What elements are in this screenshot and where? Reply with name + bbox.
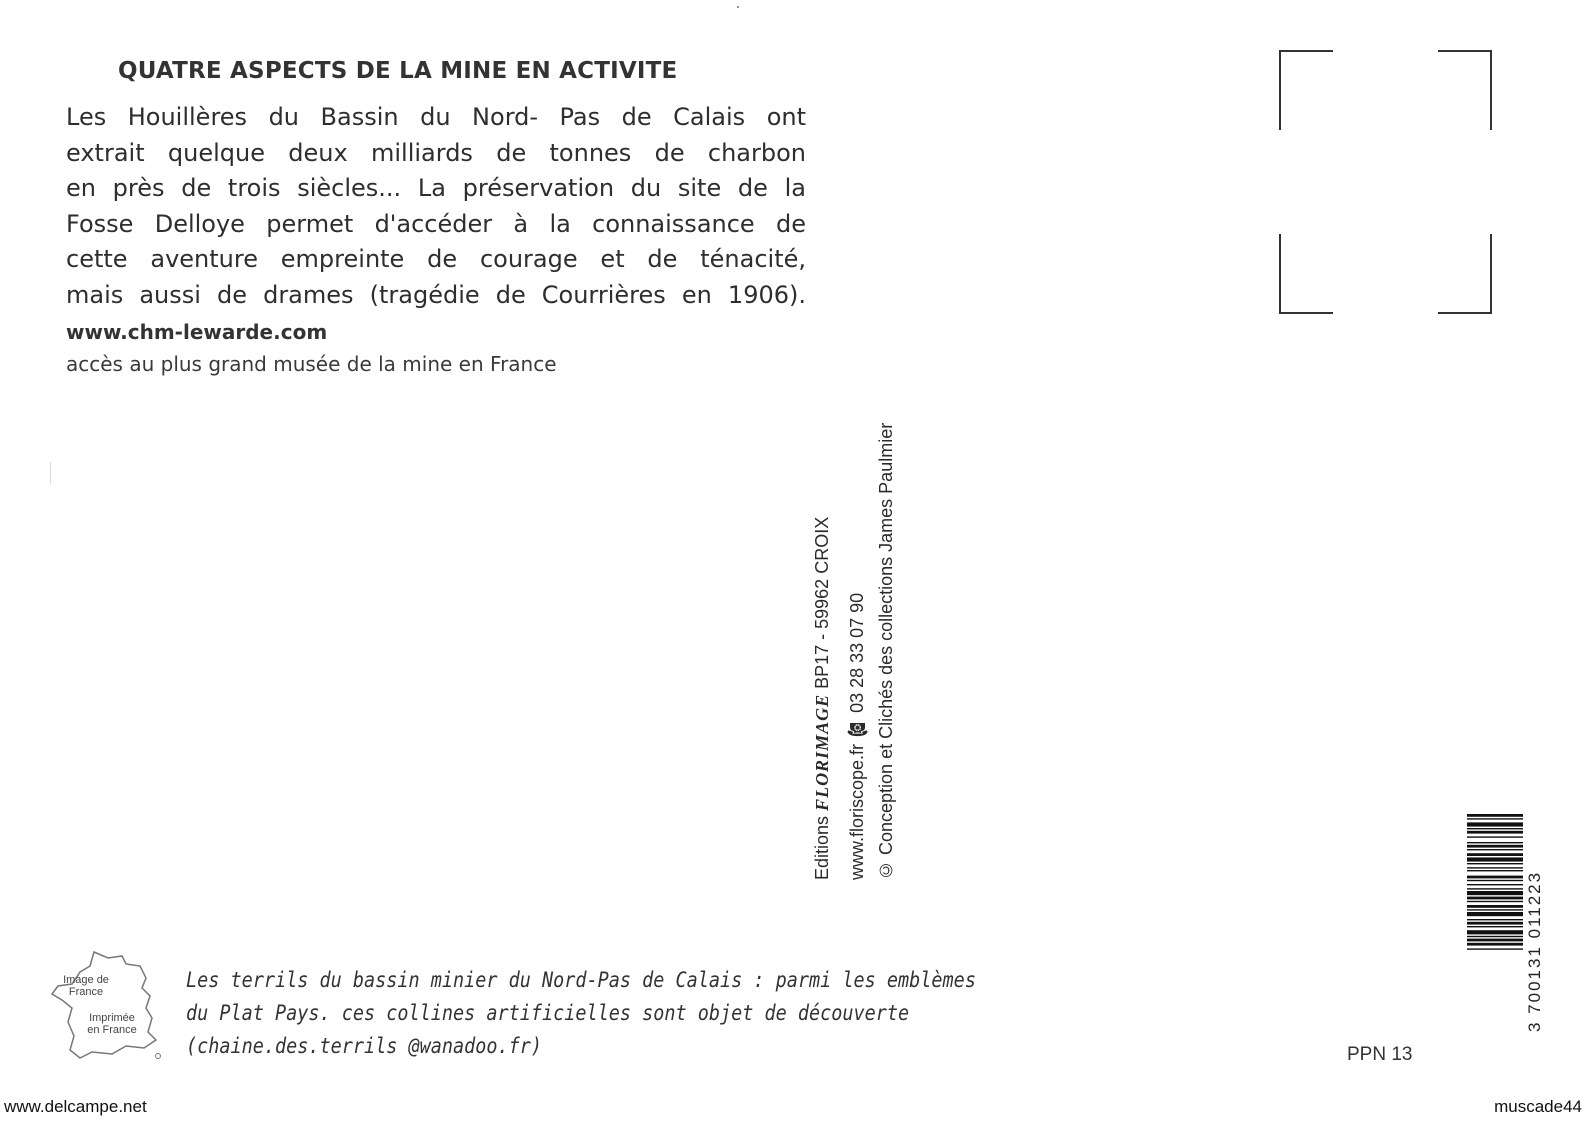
paragraph-line: en près de trois siècles... La préservation du site de la [66, 174, 806, 202]
barcode-bar [1467, 943, 1523, 946]
barcode-bar [1467, 831, 1523, 834]
barcode-bar [1467, 853, 1523, 856]
barcode-bar [1467, 936, 1523, 937]
barcode-bar [1467, 897, 1523, 900]
barcode-bar [1467, 926, 1523, 927]
caption-line: Les terrils du bassin minier du Nord-Pas de Calais : parmi les emblèmes [186, 968, 976, 992]
paragraph-line: Les Houillères du Bassin du Nord- Pas de Calais ont [66, 103, 806, 131]
publisher-address: BP17 - 59962 CROIX [812, 516, 832, 689]
barcode-bar [1467, 919, 1523, 920]
barcode-bar [1467, 876, 1523, 879]
terrils-caption [186, 964, 976, 1063]
barcode-bar [1467, 842, 1523, 843]
stamp-corner-bottom-right [1438, 234, 1492, 314]
barcode-bar [1467, 912, 1523, 916]
publisher-site: www.floriscope.fr [847, 743, 867, 880]
barcode-bar [1467, 901, 1523, 902]
barcode-bar [1467, 836, 1523, 837]
barcode-bar [1467, 857, 1523, 861]
barcode-bar [1467, 845, 1523, 848]
caption-line: (chaine.des.terrils @wanadoo.fr) [186, 1034, 543, 1058]
card-title: QUATRE ASPECTS DE LA MINE EN ACTIVITE [118, 58, 678, 84]
access-note: accès au plus grand musée de la mine en France [66, 352, 557, 376]
museum-website: www.chm-lewarde.com [66, 320, 328, 344]
publisher-line-copyright: © Conception et Clichés des collections James Paulmier [876, 422, 896, 880]
florimage-brand: FLORIMAGE [812, 693, 832, 811]
stamp-corner-bottom-left [1279, 234, 1333, 314]
speck [50, 462, 51, 484]
logo-image-de-france: Image de France [63, 974, 109, 998]
publisher-line-contact [846, 300, 868, 880]
barcode-bar [1467, 909, 1523, 910]
publisher-phone: 03 28 33 07 90 [847, 592, 867, 713]
reference-code: PPN 13 [1347, 1044, 1413, 1065]
barcode-bars [1467, 814, 1523, 1032]
publisher-info [812, 300, 907, 880]
barcode-bar [1467, 930, 1523, 934]
stamp-corner-top-right [1438, 50, 1492, 130]
paragraph-line: cette aventure empreinte de courage et de ténacité, [66, 245, 806, 273]
barcode-bar [1467, 822, 1523, 826]
footer-watermark-right: muscade44 [1494, 1097, 1582, 1116]
barcode-bar [1467, 867, 1523, 868]
barcode-bar [1467, 814, 1523, 817]
barcode-bar [1467, 922, 1523, 925]
barcode-bar [1467, 888, 1523, 889]
footer-watermark-left: www.delcampe.net [4, 1097, 147, 1116]
barcode-bar [1467, 939, 1523, 942]
stamp-corner-top-left [1279, 50, 1333, 130]
barcode-bar [1467, 870, 1523, 871]
paragraph-line: extrait quelque deux milliards de tonnes de charbon [66, 138, 806, 167]
barcode-bar [1467, 948, 1523, 949]
publisher-line-editions [812, 300, 833, 880]
description-paragraph [66, 100, 806, 313]
phone-icon: ☎ [847, 717, 867, 739]
barcode-bar [1467, 880, 1523, 881]
barcode-bar [1467, 818, 1523, 819]
caption-line: du Plat Pays. ces collines artificielles sont objet de découverte [186, 1001, 910, 1025]
barcode-bar [1467, 884, 1523, 885]
france-map-icon [46, 948, 166, 1063]
barcode-bar [1467, 849, 1523, 850]
paragraph-line: mais aussi de drames (tragédie de Courrières en 1906). [66, 280, 806, 309]
barcode-bar [1467, 828, 1523, 829]
barcode-digits: 3 700131 011223 [1525, 870, 1544, 1032]
editions-prefix: Editions [812, 815, 832, 880]
barcode-bar [1467, 891, 1523, 895]
logo-imprimee-en-france: Imprimée en France [87, 1012, 137, 1036]
barcode-bar [1467, 905, 1523, 908]
barcode-bar [1467, 863, 1523, 864]
speck [737, 6, 739, 8]
paragraph-line: Fosse Delloye permet d'accéder à la connaissance de [66, 209, 806, 238]
